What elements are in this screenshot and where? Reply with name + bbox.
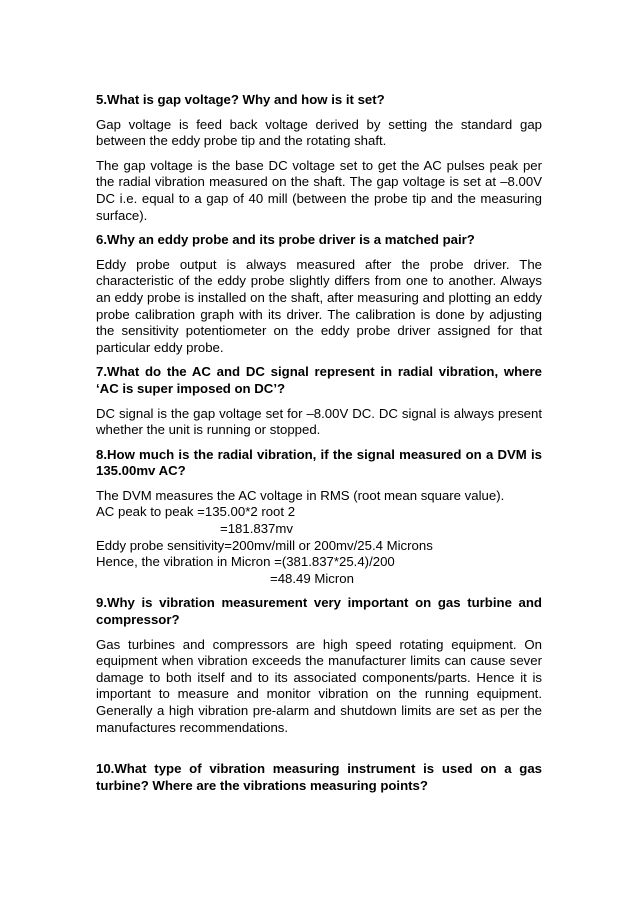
answer-8-line-4: Eddy probe sensitivity=200mv/mill or 200mv/25.4 Microns	[96, 537, 433, 553]
page-content	[96, 92, 542, 794]
question-5: 5.What is gap voltage? Why and how is it set?	[96, 92, 385, 107]
answer-8-line-5: Hence, the vibration in Micron =(381.837*25.4)/200	[96, 554, 395, 570]
answer-5-paragraph-1: Gap voltage is feed back voltage derived by setting the standard gap between the eddy probe tip and the rotating shaft.	[96, 116, 542, 149]
question-7: 7.What do the AC and DC signal represent in radial vibration, where ‘AC is super imposed on DC’?	[96, 364, 542, 396]
answer-8-line-1: The DVM measures the AC voltage in RMS (root mean square value).	[96, 487, 505, 503]
answer-9-paragraph-1: Gas turbines and compressors are high speed rotating equipment. On equipment when vibration exceeds the manufacturer limits can cause sever damage to both itself and to its associated components/parts. Hence it is important to measure and monitor vibration on the running equipment. Generally a high vibration pre-alarm and shutdown limits are set as per the manufactures recommendations.	[96, 636, 542, 735]
answer-8-line-6: =48.49 Micron	[270, 570, 354, 586]
answer-8-line-2: AC peak to peak =135.00*2 root 2	[96, 504, 296, 520]
answer-5-paragraph-2: The gap voltage is the base DC voltage set to get the AC pulses peak per the radial vibration measured on the shaft. The gap voltage is set at –8.00V DC i.e. equal to a gap of 40 mill (between the probe tip and the measuring surface).	[96, 157, 542, 223]
question-10: 10.What type of vibration measuring instrument is used on a gas turbine? Where are the vibrations measuring points?	[96, 761, 542, 793]
answer-6-paragraph-1: Eddy probe output is always measured after the probe driver. The characteristic of the eddy probe slightly differs from one to another. Always an eddy probe is installed on the shaft, after measuring and plotting an eddy probe calibration graph with its driver. The calibration is done by adjusting the sensitivity potentiometer on the eddy probe driver assigned for that particular eddy probe.	[96, 256, 542, 355]
question-6: 6.Why an eddy probe and its probe driver is a matched pair?	[96, 232, 475, 248]
question-8: 8.How much is the radial vibration, if the signal measured on a DVM is 135.00mv AC?	[96, 446, 542, 479]
answer-7-paragraph-1: DC signal is the gap voltage set for –8.00V DC. DC signal is always present whether the unit is running or stopped.	[96, 405, 542, 438]
answer-8-line-3: =181.837mv	[220, 521, 293, 537]
question-9: 9.Why is vibration measurement very important on gas turbine and compressor?	[96, 595, 542, 628]
